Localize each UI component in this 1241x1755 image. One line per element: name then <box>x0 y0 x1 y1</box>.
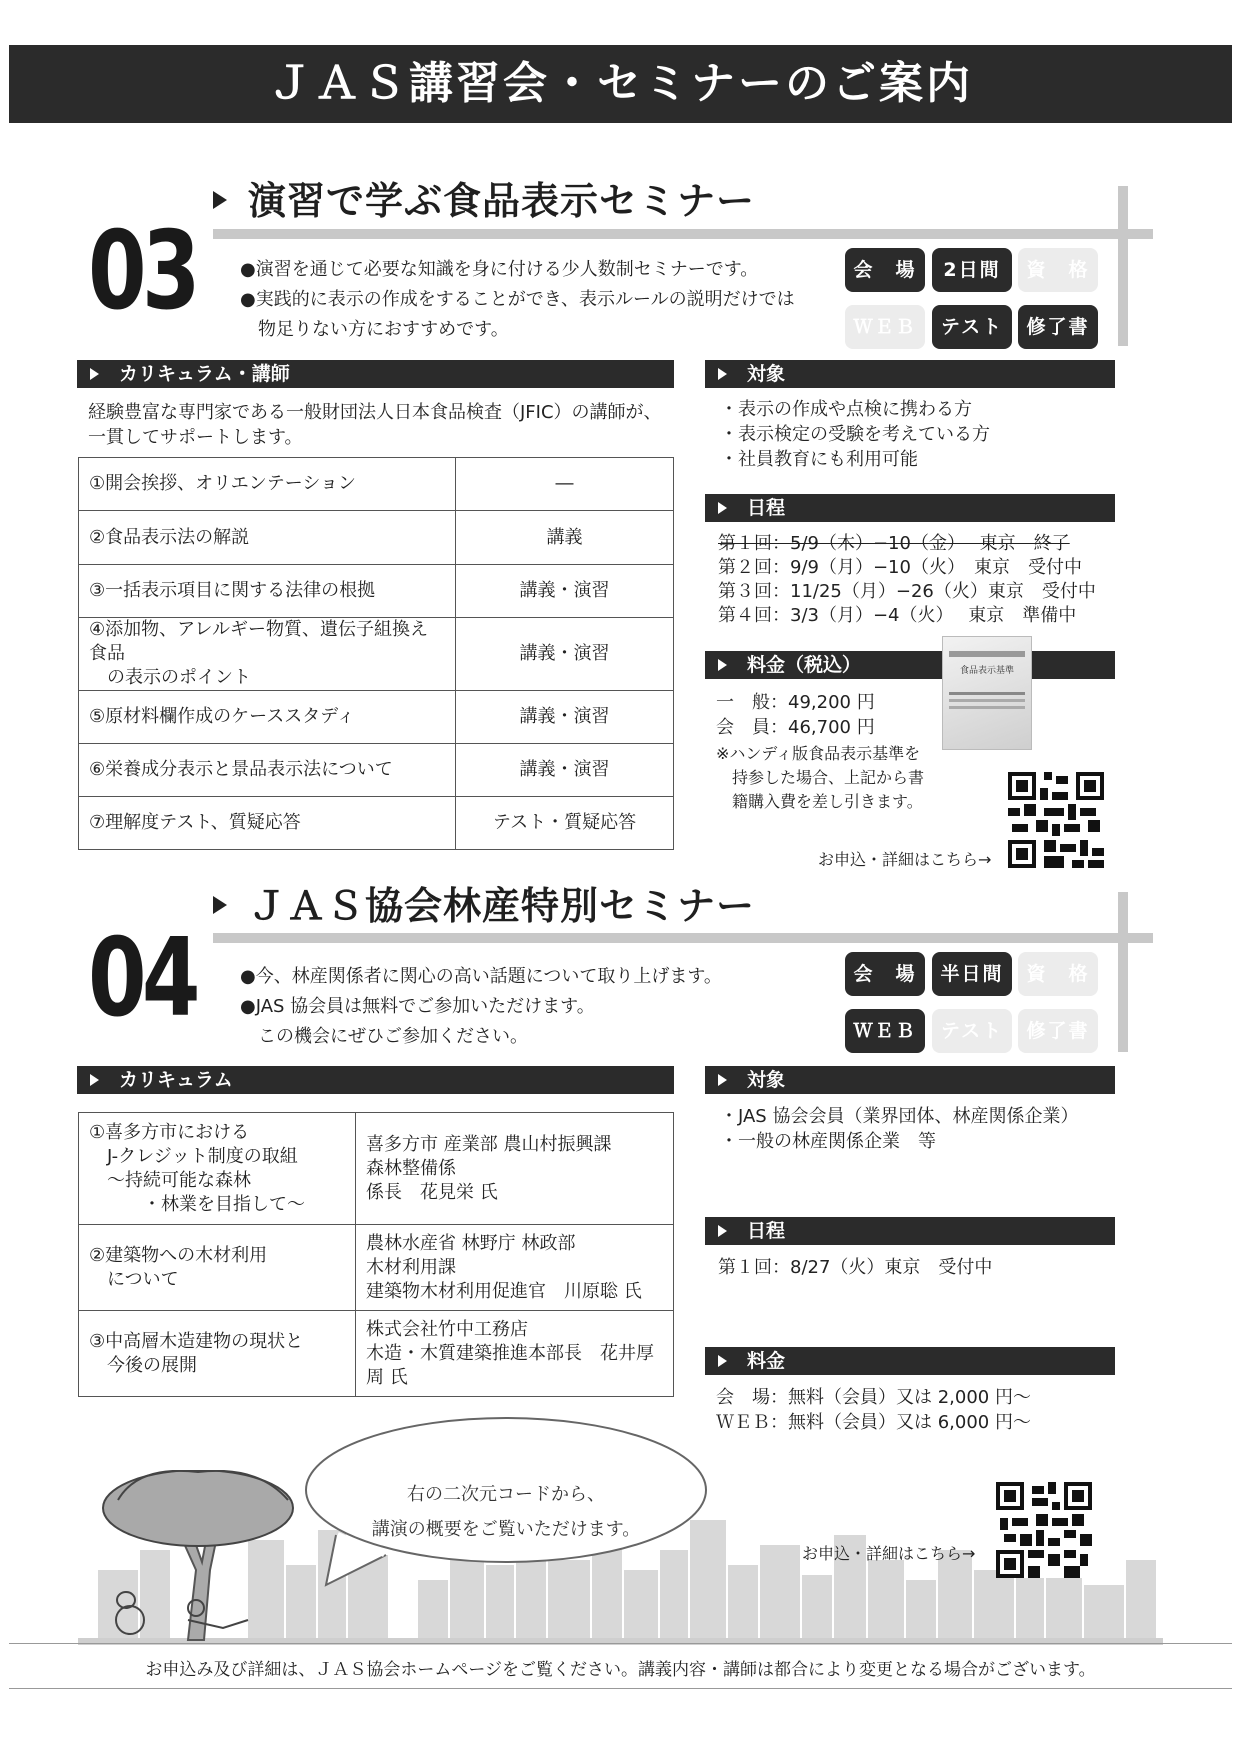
list-item: 一 般：49,200 円 <box>716 692 875 713</box>
section-heading-curriculum: カリキュラム <box>77 1066 674 1094</box>
badge-web: ＷＥＢ <box>845 1009 925 1053</box>
fee-note: ※ハンディ版食品表示基準を 持参した場合、上記から書 籍購入費を差し引きます。 <box>716 744 925 811</box>
fee-list <box>716 1385 1031 1435</box>
title-rule <box>213 933 1153 943</box>
table-row: ②食品表示法の解説 講義 <box>79 511 674 565</box>
table-row: ⑦理解度テスト、質疑応答 テスト・質疑応答 <box>79 797 674 850</box>
badge-qualification: 資 格 <box>1018 248 1098 292</box>
schedule-list <box>718 532 1096 628</box>
bubble-text: 右の二次元コードから、 講演の概要をご覧いただけます。 <box>371 1484 641 1540</box>
badge-certificate: 修了書 <box>1018 1009 1098 1053</box>
heading-marker-icon <box>90 1074 99 1086</box>
list-item: ・社員教育にも利用可能 <box>720 449 918 470</box>
apply-link[interactable]: お申込・詳細はこちら→ <box>802 1544 976 1563</box>
heading-marker-icon <box>718 1225 727 1237</box>
badge-qualification: 資 格 <box>1018 952 1098 996</box>
heading-marker-icon <box>90 368 99 380</box>
qr-code-icon[interactable] <box>1008 772 1104 868</box>
badge-test: テスト <box>932 1009 1012 1053</box>
footer-divider <box>9 1688 1232 1689</box>
title-rule-vertical <box>1118 892 1128 1052</box>
list-item: ＷＥＢ：無料（会員）又は 6,000 円～ <box>716 1412 1031 1433</box>
list-item: 第２回：9/9（月）−10（火） 東京 受付中 <box>718 557 1082 578</box>
table-row: ②建築物への木材利用 について 農林水産省 林野庁 林政部 木材利用課 建築物木材利用促進官 川原聡 氏 <box>79 1225 674 1311</box>
table-row: ⑤原材料欄作成のケーススタディ 講義・演習 <box>79 691 674 744</box>
curriculum-intro: 経験豊富な専門家である一般財団法人日本食品検査（JFIC）の講師が、 一貫してサポートします。 <box>88 402 662 448</box>
book-image: 食品表示基準 <box>942 636 1032 750</box>
badge-duration: 2日間 <box>932 248 1012 292</box>
heading-marker-icon <box>718 502 727 514</box>
list-item: 第１回：5/9（木）−10（金） 東京 終了 <box>718 533 1070 554</box>
badge-test: テスト <box>932 305 1012 349</box>
table-row: ①喜多方市における J-クレジット制度の取組 ～持続可能な森林 ・林業を目指して～ 喜多方市 産業部 農山村振興課 森林整備係 係長 花見栄 氏 <box>79 1113 674 1225</box>
list-item: 第４回：3/3（月）−4（火） 東京 準備中 <box>718 605 1077 626</box>
section-heading-target: 対象 <box>705 360 1115 388</box>
badge-certificate: 修了書 <box>1018 305 1098 349</box>
list-item: ・一般の林産関係企業 等 <box>720 1131 936 1152</box>
section-heading-curriculum: カリキュラム・講師 <box>77 360 674 388</box>
seminar-title: ＪＡＳ協会林産特別セミナー <box>248 884 756 928</box>
seminar-title: 演習で学ぶ食品表示セミナー <box>248 179 756 223</box>
page-title: ＪＡＳ講習会・セミナーのご案内 <box>9 45 1232 123</box>
badge-duration: 半日間 <box>932 952 1012 996</box>
seminar-number: 04 <box>88 916 196 1041</box>
section-heading-fee: 料金（税込） <box>705 651 1115 679</box>
section-heading-fee: 料金 <box>705 1347 1115 1375</box>
badge-venue: 会 場 <box>845 952 925 996</box>
badge-web: ＷＥＢ <box>845 305 925 349</box>
list-item: ・JAS 協会会員（業界団体、林産関係企業） <box>720 1106 1079 1127</box>
table-row: ④添加物、アレルギー物質、遺伝子組換え食品 の表示のポイント 講義・演習 <box>79 618 674 691</box>
title-rule <box>213 229 1153 239</box>
heading-marker-icon <box>718 659 727 671</box>
list-item: 第１回：8/27（火）東京 受付中 <box>718 1257 993 1278</box>
title-rule-vertical <box>1118 186 1128 346</box>
curriculum-table <box>78 1112 674 1397</box>
footer-note: お申込み及び詳細は、ＪＡＳ協会ホームページをご覧ください。講義内容・講師は都合により変更となる場合がございます。 <box>145 1660 1096 1680</box>
table-row: ③一括表示項目に関する法律の根拠 講義・演習 <box>79 565 674 618</box>
seminar-description: ●今、林産関係者に関心の高い話題について取り上げます。 ●JAS 協会員は無料でご参加いただけます。 この機会にぜひご参加ください。 <box>240 966 722 1047</box>
apply-link[interactable]: お申込・詳細はこちら→ <box>818 850 992 869</box>
badge-venue: 会 場 <box>845 248 925 292</box>
target-list <box>720 397 990 472</box>
seminar-description: ●演習を通じて必要な知識を身に付ける少人数制セミナーです。 ●実践的に表示の作成をすることができ、表示ルールの説明だけでは 物足りない方におすすめです。 <box>240 259 795 340</box>
title-marker-icon <box>213 896 227 914</box>
heading-marker-icon <box>718 368 727 380</box>
footer-divider <box>9 1643 1232 1644</box>
section-heading-target: 対象 <box>705 1066 1115 1094</box>
heading-marker-icon <box>718 1074 727 1086</box>
list-item: ・表示の作成や点検に携わる方 <box>720 399 972 420</box>
section-heading-schedule: 日程 <box>705 1217 1115 1245</box>
list-item: ・表示検定の受験を考えている方 <box>720 424 990 445</box>
seminar-number: 03 <box>88 209 196 334</box>
list-item: 第３回：11/25（月）−26（火）東京 受付中 <box>718 581 1096 602</box>
fee-list <box>716 690 875 740</box>
target-list <box>720 1104 1078 1154</box>
list-item: 会 場：無料（会員）又は 2,000 円～ <box>716 1387 1031 1408</box>
schedule-list <box>718 1255 992 1280</box>
section-heading-schedule: 日程 <box>705 494 1115 522</box>
heading-marker-icon <box>718 1355 727 1367</box>
table-row: ①開会挨拶、オリエンテーション ― <box>79 458 674 511</box>
title-marker-icon <box>213 191 227 209</box>
table-row: ③中高層木造建物の現状と 今後の展開 株式会社竹中工務店 木造・木質建築推進本部長 花井厚 周 氏 <box>79 1311 674 1397</box>
table-row: ⑥栄養成分表示と景品表示法について 講義・演習 <box>79 744 674 797</box>
qr-code-icon[interactable] <box>996 1482 1092 1578</box>
curriculum-table <box>78 457 674 850</box>
list-item: 会 員：46,700 円 <box>716 717 875 738</box>
